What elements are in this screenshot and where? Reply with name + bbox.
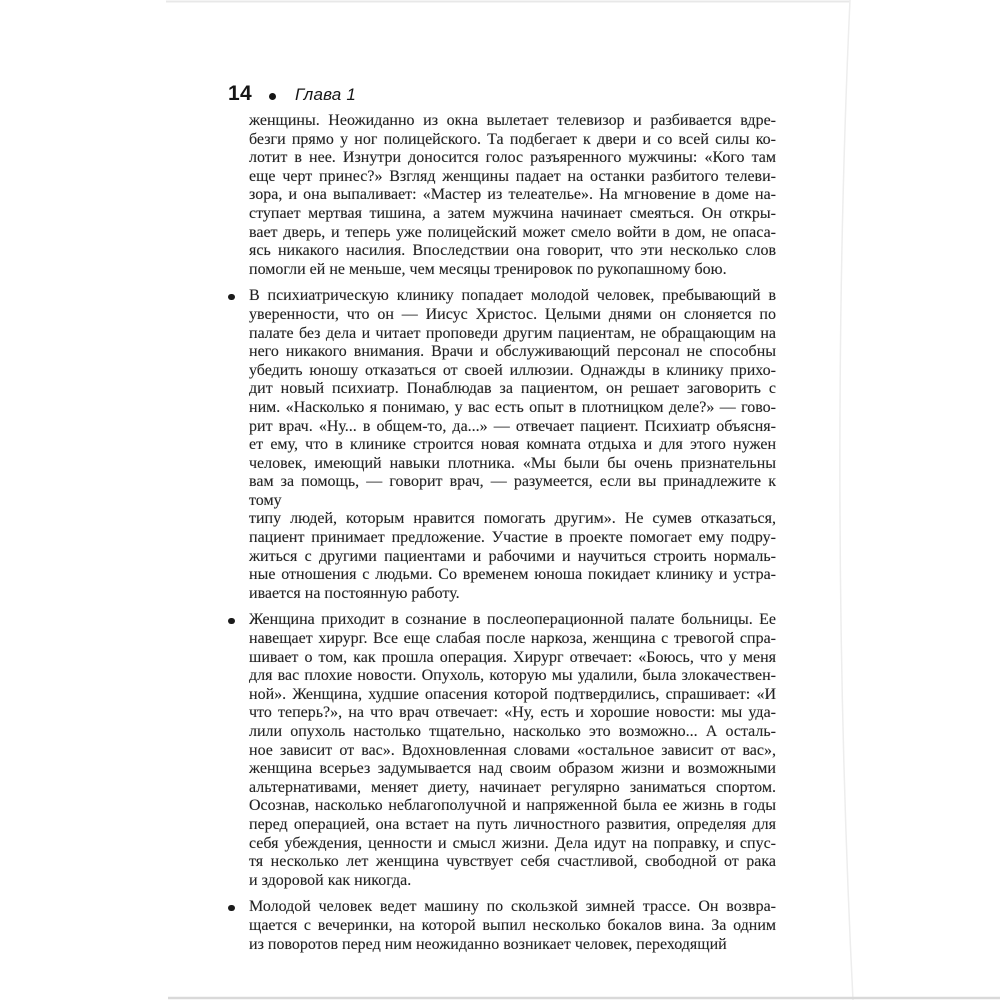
- text-line: безги прямо у ног полицейского. Та подбегает к двери и со всей силы ко-: [249, 130, 776, 148]
- text-line: палате без дела и читает проповеди другим пациентам, не обращающим на: [249, 324, 776, 342]
- text-line: для вас плохие новости. Опухоль, которую мы удалили, была злокачествен-: [249, 667, 776, 685]
- text-line: шивает о том, как прошла операция. Хирург отвечает: «Боюсь, что у меня: [249, 648, 776, 666]
- bullet-list-item: [249, 898, 776, 954]
- body-text: [249, 112, 776, 954]
- text-line: типу людей, которым нравится помогать другим». Не сумев отказаться,: [249, 510, 776, 528]
- text-line: навещает хирург. Все еще слабая после наркоза, женщина с тревогой спра-: [249, 630, 776, 648]
- text-line: Женщина приходит в сознание в послеоперационной палате больницы. Ее: [249, 611, 776, 629]
- chapter-title: Глава 1: [294, 85, 357, 104]
- text-line: ступает мертвая тишина, а затем мужчина начинает смеяться. Он откры-: [249, 204, 776, 222]
- bullet-list-item: [249, 611, 776, 890]
- text-line: ивается на постоянную работу.: [249, 584, 460, 602]
- text-line: убедить юношу отказаться от своей иллюзии. Однажды в клинику прихо-: [249, 361, 776, 379]
- text-line: еще черт принес?» Взгляд женщины падает на останки разбитого телеви-: [249, 167, 776, 185]
- text-line: женщины. Неожиданно из окна вылетает телевизор и разбивается вдре-: [249, 112, 776, 129]
- text-line: пациент принимает предложение. Участие в проекте помогает ему подру-: [249, 529, 776, 547]
- bullet-marker-icon: [228, 905, 235, 912]
- text-line: себя убеждения, ценности и смысл жизни. Дела идут на поправку, и спус-: [249, 834, 776, 852]
- text-line: женщина всерьез задумывается над своим образом жизни и возможными: [249, 760, 776, 778]
- text-line: помогли ей не меньше, чем месяцы тренировок по рукопашному бою.: [249, 260, 727, 278]
- text-line: человек, имеющий навыки плотника. «Мы были бы очень признательны: [249, 454, 776, 472]
- text-line: перед операцией, она встает на путь личностного развития, определяя для: [249, 815, 776, 833]
- text-line: щается с вечеринки, на которой выпил несколько бокалов вина. За одним: [249, 916, 776, 934]
- text-line: дит новый психиатр. Понаблюдав за пациентом, он решает заговорить с: [249, 380, 776, 398]
- bullet-list-item: [249, 287, 776, 603]
- text-line: рит врач. «Ну... в общем-то, да...» — отвечает пациент. Психиатр объясня-: [249, 417, 776, 435]
- paragraph: [249, 112, 776, 279]
- text-line: что теперь?», на что врач отвечает: «Ну, есть и хорошие новости: мы уда-: [249, 704, 776, 722]
- text-line: ной». Женщина, худшие опасения которой подтвердились, спрашивает: «И: [249, 685, 776, 703]
- text-line: вает дверь, и теперь уже полицейский может смело войти в дом, не опаса-: [249, 223, 776, 241]
- text-line: него никакого внимания. Врачи и обслуживающий персонал не способны: [249, 343, 776, 361]
- page-right-edge-line: [840, 0, 853, 1000]
- text-line: ное зависит от вас». Вдохновленная словами «остальное зависит от вас»,: [249, 741, 776, 759]
- text-line: зора, и она выпаливает: «Мастер из телеателье». На мгновение в доме на-: [249, 186, 776, 204]
- text-line: житься с другими пациентами и рабочими и научиться строить нормаль-: [249, 547, 776, 565]
- text-line: ясь никакого насилия. Впоследствии она говорит, что эти несколько слов: [249, 242, 776, 260]
- text-line: уверенности, что он — Иисус Христос. Целыми днями он слоняется по: [249, 305, 776, 323]
- page-header: [228, 83, 356, 107]
- text-line: ет ему, что в клинике строится новая комната отдыха и для этого нужен: [249, 436, 776, 454]
- text-line: альтернативами, меняет диету, начинает регулярно заниматься спортом.: [249, 778, 776, 796]
- text-line: тя несколько лет женщина чувствует себя счастливой, свободной от рака: [249, 853, 776, 871]
- text-line: лотит в нее. Изнутри доносится голос разъяренного мужчины: «Кого там: [249, 149, 776, 167]
- text-line: лили опухоль настолько тщательно, насколько это возможно... А осталь-: [249, 723, 776, 740]
- text-line: вам за помощь, — говорит врач, — разумеется, если вы принадлежите к тому: [249, 473, 776, 509]
- text-line: и здоровой как никогда.: [249, 871, 412, 889]
- text-line: В психиатрическую клинику попадает молодой человек, пребывающий в: [249, 287, 776, 305]
- text-line: из поворотов перед ним неожиданно возникает человек, переходящий: [249, 935, 727, 953]
- text-line: ные отношения с людьми. Со временем юноша покидает клинику и устра-: [249, 566, 776, 584]
- header-bullet-dot-icon: [269, 93, 276, 100]
- bullet-marker-icon: [228, 294, 235, 301]
- text-line: ним. «Насколько я понимаю, у вас есть опыт в плотницком деле?» — гово-: [249, 398, 776, 416]
- text-line: Молодой человек ведет машину по скользкой зимней трассе. Он возвра-: [249, 898, 776, 916]
- text-line: Осознав, насколько неблагополучной и напряженной была ее жизнь в годы: [249, 797, 776, 815]
- bullet-marker-icon: [228, 618, 235, 625]
- page-number: 14: [228, 82, 252, 105]
